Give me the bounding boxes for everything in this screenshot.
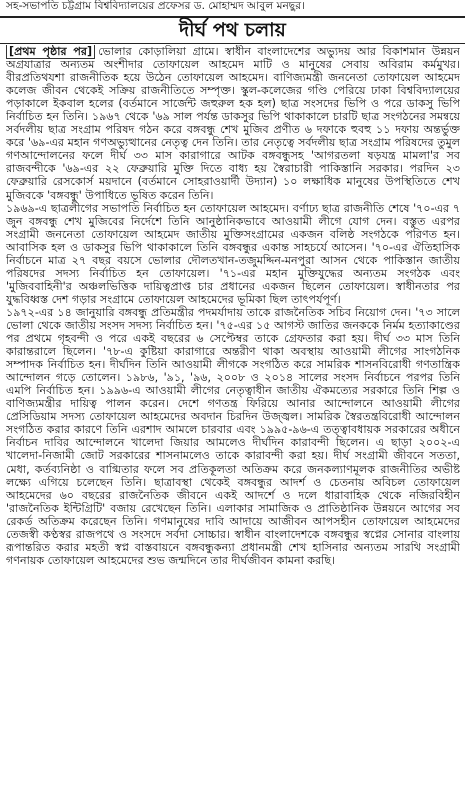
article-headline: দীর্ঘ পথ চলায় (179, 19, 286, 41)
continued-from-page-tag: [প্রথম পৃষ্ঠার পর] (6, 45, 95, 59)
headline-rule-box (0, 16, 465, 44)
article-body (6, 45, 460, 797)
article-paragraph (6, 45, 460, 202)
article-paragraph: ১৯৭২-এর ১৪ জানুয়ারি বঙ্গবন্ধু প্রতিমন্ত্রীর পদমর্যাদায় তাকে রাজনৈতিক সচিব নিয়োগ দেন। '৭৩ সালে ভোলা থেকে জাতীয় সংসদ সদস্য নির্বাচিত হন। '৭৫-এর ১৫ আগস্ট জাতির জনককে নির্মম হত্যাকাণ্ডের পর প্রথমে গৃহবন্দী ও পরে একই বছরের ৬ সেপ্টেম্বর তাকে গ্রেফতার করা হয়। দীর্ঘ ৩৩ মাস তিনি কারান্তরালে ছিলেন। '৭৮-এ কুষ্টিয়া কারাগারে অন্তরীণ থাকা অবস্থায় আওয়ামী লীগের সাংগঠনিক সম্পাদক নির্বাচিত হন। দীর্ঘদিন তিনি আওয়ামী লীগকে সংগঠিত করে সামরিক শাসনবিরোধী গণতান্ত্রিক আন্দোলন গড়ে তোলেন। ১৯৮৬, '৯১, '৯৬, ২০০৮ ও ২০১৪ সালের সংসদ নির্বাচনে পরপর তিনি এমপি নির্বাচিত হন। ১৯৯৬-এ আওয়ামী লীগের নেতৃত্বাধীন জাতীয় ঐকমত্যের সরকারে তিনি শিল্প ও বাণিজ্যমন্ত্রীর দায়িত্ব পালন করেন। দেশে গণতন্ত্র ফিরিয়ে আনার আন্দোলনে আওয়ামী লীগের প্রেসিডিয়াম সদস্য তোফায়েল আহমেদের অবদান চিরদিন উজ্জ্বল। সামরিক স্বৈরতন্ত্রবিরোধী আন্দোলন সংগঠিত করার কারণে তিনি এরশাদ আমলে চারবার এবং ১৯৯৫-৯৬-এ তত্ত্বাবধায়ক সরকারের অধীনে নির্বাচন দাবির আন্দোলনে খালেদা জিয়ার আমলেও দীর্ঘদিন কারাবন্দী ছিলেন। এ ছাড়া ২০০২-এ খালেদা-নিজামী জোট সরকারের শাসনামলেও তাকে কারাবন্দী করা হয়। দীর্ঘ সংগ্রামী জীবনে সততা, মেধা, কর্তব্যনিষ্ঠা ও বাগ্মিতার ফলে সব প্রতিকূলতা অতিক্রম করে জনকল্যাণমূলক রাজনীতির অভীষ্ট লক্ষ্যে এগিয়ে চলেছেন তিনি। ছাত্রাবস্থা থেকেই বঙ্গবন্ধুর আদর্শ ও চেতনায় অবিচল তোফায়েল আহমেদের ৬০ বছরের রাজনৈতিক জীবনে একই আদর্শে ও দলে ধারাবাহিক থেকে নজিরবিহীন 'রাজনৈতিক ইন্টিগ্রিটি' বজায় রেখেছেন তিনি। এলাকার সামাজিক ও প্রাতিষ্ঠানিক উন্নয়নে আগের সব রেকর্ড অতিক্রম করেছেন তিনি। গণমানুষের দাবি আদায়ে আজীবন আপসহীন তোফায়েল আহমেদের তেজস্বী কণ্ঠস্বর রাজপথে ও সংসদে সর্বদা সোচ্চার। স্বাধীন বাংলাদেশকে বঙ্গবন্ধুর স্বপ্নের সোনার বাংলায় রূপান্তরিত করার মহতী স্বপ্ন বাস্তবায়নে বঙ্গবন্ধুকন্যা প্রধানমন্ত্রী শেখ হাসিনার অন্যতম সারথি সংগ্রামী গণনায়ক তোফায়েল আহমেদের শুভ জন্মদিনে তার দীর্ঘজীবন কামনা করছি। (6, 305, 460, 567)
previous-article-tail: সহ-সভাপতি চট্টগ্রাম বিশ্ববিদ্যালয়ের প্রফেসর ড. মোহাম্মদ আবুল মনছুর। (6, 0, 305, 12)
article-paragraph: ১৯৬৯-এ ছাত্রলীগের সভাপতি নির্বাচিত হন তোফায়েল আহমেদ। বর্ণাঢ্য ছাত্র রাজনীতি শেষে '৭০-এর ৭ জুন বঙ্গবন্ধু শেখ মুজিবের নির্দেশে তিনি আনুষ্ঠানিকভাবে আওয়ামী লীগে যোগ দেন। বস্তুত এরপর সংগ্রামী জননেতা তোফায়েল আহমেদ জাতীয় মুক্তিসংগ্রামের একজন বলিষ্ঠ সংগঠকে পরিণত হন। আবাসিক হল ও ডাকসুর ভিপি থাকাকালে তিনি বঙ্গবন্ধুর একান্ত সাহচর্যে আসেন। '৭০-এর ঐতিহাসিক নির্বাচনে মাত্র ২৭ বছর বয়সে ভোলার দৌলতখান-তজুমদ্দিন-মনপুরা আসন থেকে পাকিস্তান জাতীয় পরিষদের সদস্য নির্বাচিত হন তোফায়েল। '৭১-এর মহান মুক্তিযুদ্ধের অন্যতম সংগঠক এবং 'মুজিববাহিনী'র অঞ্চলভিত্তিক দায়িত্বপ্রাপ্ত চার প্রধানের একজন ছিলেন তোফায়েল। স্বাধীনতার পর যুদ্ধবিধ্বস্ত দেশ গড়ার সংগ্রামে তোফায়েল আহমেদের ভূমিকা ছিল তাৎপর্যপূর্ণ। (6, 201, 460, 306)
paragraph-text: ভোলার কোড়ালিয়া গ্রামে। স্বাধীন বাংলাদেশের অভ্যুদয় আর বিকাশমান উন্নয়ন অগ্রযাত্রার অন্যতম অংশীদার তোফায়েল আহমেদ মাটি ও মানুষের সেবায় অবিরাম কর্মমুখর। বীরপ্রতিথযশা রাজনীতিক হয়ে উঠেন তোফায়েল আহমেদ। বাণিজ্যমন্ত্রী জননেতা তোফায়েল আহমেদ কলেজ জীবন থেকেই সক্রিয় রাজনীতিতে সম্পৃক্ত। স্কুল-কলেজের গণ্ডি পেরিয়ে ঢাকা বিশ্ববিদ্যালয়ের পড়াকালে ইকবাল হলের (বর্তমানে সার্জেন্ট জহুরুল হক হল) ছাত্র সংসদের ভিপি ও পরে ডাকসু ভিপি নির্বাচিত হন তিনি। ১৯৬৭ থেকে '৬৯ সাল পর্যন্ত ডাকসুর ভিপি থাকাকালে চারটি ছাত্র সংগঠনের সমন্বয়ে সর্বদলীয় ছাত্র সংগ্রাম পরিষদ গঠন করে বঙ্গবন্ধু শেখ মুজিব প্রণীত ৬ দফাকে হুবহু ১১ দফায় অন্তর্ভুক্ত করে '৬৯-এর মহান গণঅভ্যুত্থানের নেতৃত্ব দেন তিনি। তার নেতৃত্বে সর্বদলীয় ছাত্র সংগ্রাম পরিষদের তুমুল গণআন্দোলনের ফলে দীর্ঘ ৩৩ মাস কারাগারে আটক বঙ্গবন্ধুসহ 'আগরতলা ষড়যন্ত্র মামলা'র সব রাজবন্দীকে '৬৯-এর ২২ ফেব্রুয়ারি মুক্তি দিতে বাধ্য হয় স্বৈরাচারী পাকিস্তানি সরকার। পরদিন ২৩ ফেব্রুয়ারি রেসকোর্স ময়দানে (বর্তমানে সোহরাওয়ার্দী উদ্যান) ১০ লক্ষাধিক মানুষের উপস্থিতিতে শেখ মুজিবকে 'বঙ্গবন্ধু' উপাধিতে ভূষিত করেন তিনি। (6, 45, 460, 202)
